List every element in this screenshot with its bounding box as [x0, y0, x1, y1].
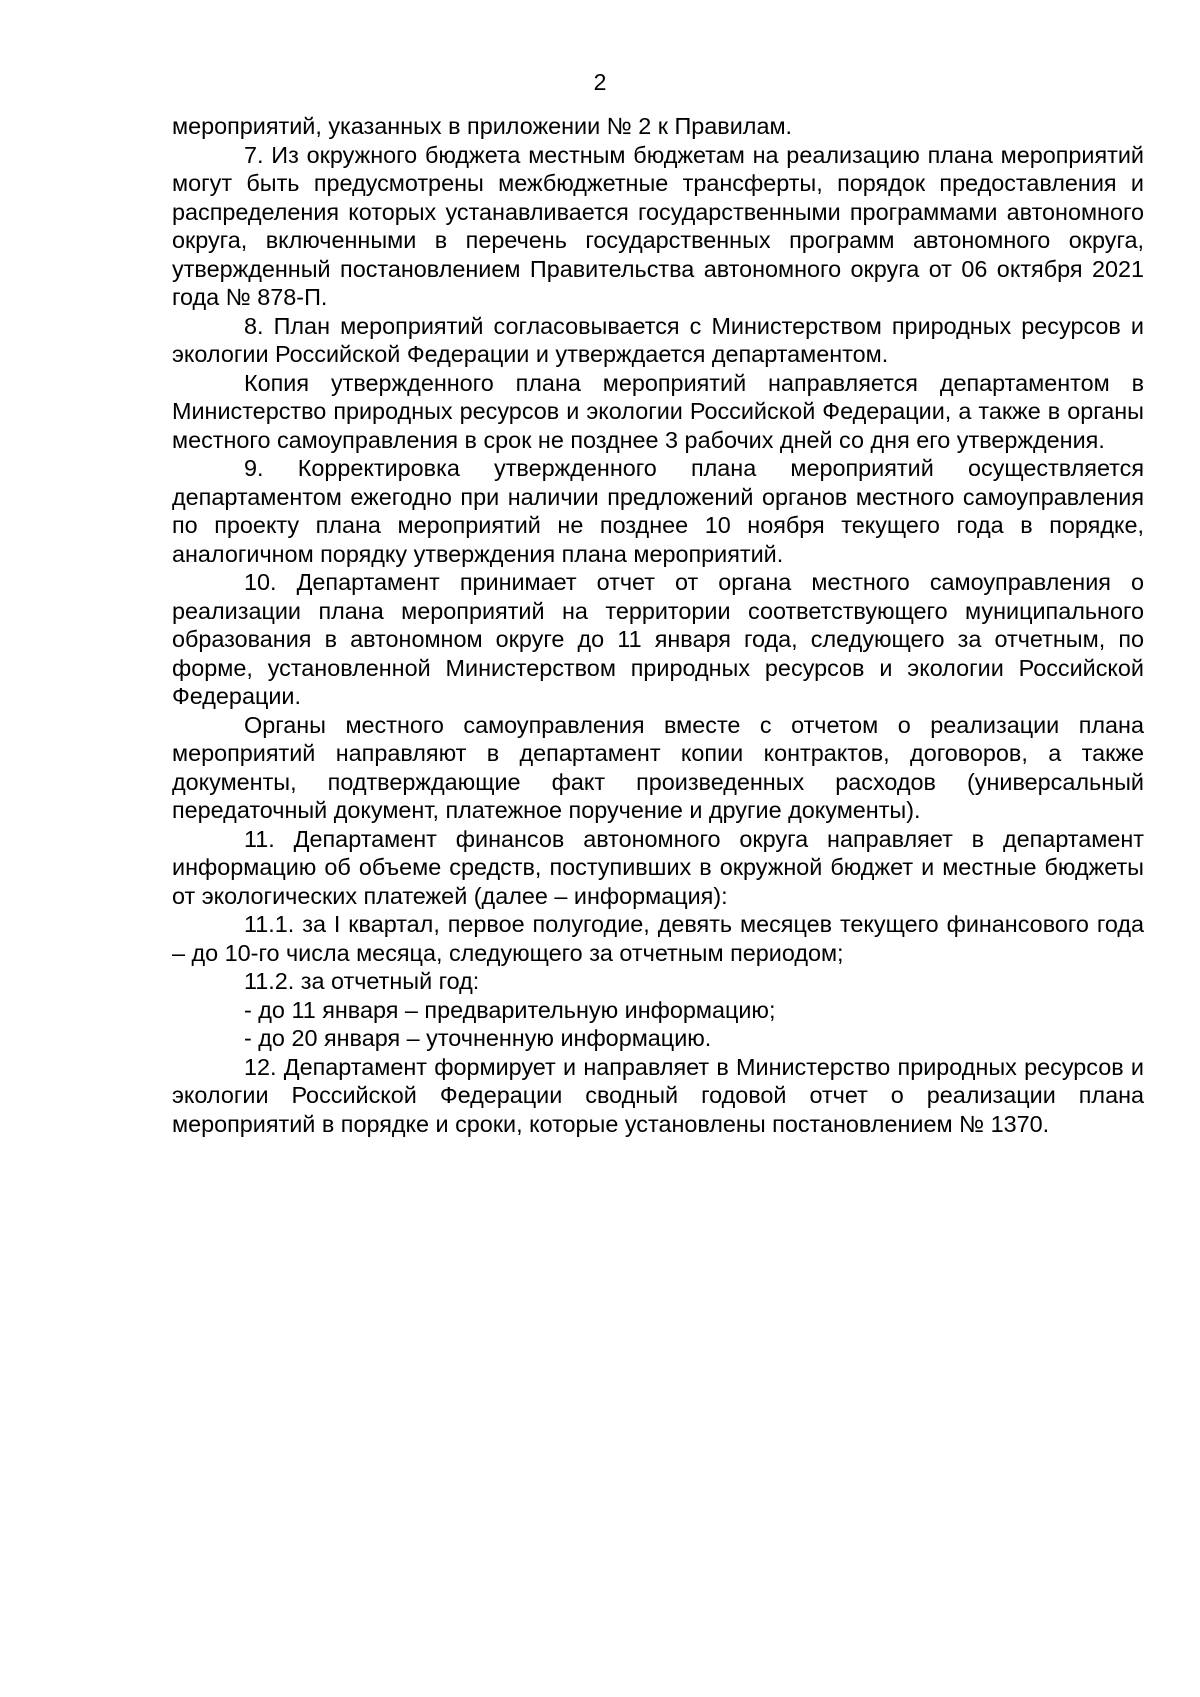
document-body — [172, 112, 1144, 1138]
paragraph-item-10: 10. Департамент принимает отчет от органа местного самоуправления о реализации плана мероприятий на территории соответствующего муниципального образования в автономном округе до 11 января года, следующего за отчетным, по форме, установленной Министерством природных ресурсов и экологии Российской Федерации. — [172, 569, 1144, 709]
paragraph-item-8: 8. План мероприятий согласовывается с Министерством природных ресурсов и экологии Российской Федерации и утверждается департаментом. — [172, 312, 1144, 367]
paragraph-item-9: 9. Корректировка утвержденного плана мероприятий осуществляется департаментом ежегодно при наличии предложений органов местного самоуправления по проекту плана мероприятий не позднее 10 ноября текущего года в порядке, аналогичном порядку утверждения плана мероприятий. — [172, 455, 1144, 567]
paragraph-item-10-organs: Органы местного самоуправления вместе с отчетом о реализации плана мероприятий направляют в департамент копии контрактов, договоров, а также документы, подтверждающие факт произведенных расходов (универсальный передаточный документ, платежное поручение и другие документы). — [172, 711, 1144, 823]
paragraph-item-11-1: 11.1. за I квартал, первое полугодие, девять месяцев текущего финансового года – до 10-го числа месяца, следующего за отчетным периодом; — [172, 911, 1144, 966]
paragraph-item-11: 11. Департамент финансов автономного округа направляет в департамент информацию об объеме средств, поступивших в окружной бюджет и местные бюджеты от экологических платежей (далее – информация): — [172, 825, 1144, 909]
list-item-preliminary: - до 11 января – предварительную информацию; — [244, 996, 776, 1023]
paragraph-item-12: 12. Департамент формирует и направляет в Министерство природных ресурсов и экологии Российской Федерации сводный годовой отчет о реализации плана мероприятий в порядке и сроки, которые установлены постановлением № 1370. — [172, 1053, 1144, 1137]
paragraph-continuation: мероприятий, указанных в приложении № 2 к Правилам. — [172, 113, 793, 139]
paragraph-item-11-2: 11.2. за отчетный год: — [244, 968, 480, 994]
list-item-refined: - до 20 января – уточненную информацию. — [244, 1025, 712, 1051]
paragraph-item-8-copy: Копия утвержденного плана мероприятий направляется департаментом в Министерство природных ресурсов и экологии Российской Федерации, а также в органы местного самоуправления в срок не позднее 3 рабочих дней со дня его утверждения. — [172, 369, 1144, 453]
page-number: 2 — [593, 69, 607, 95]
paragraph-item-7: 7. Из окружного бюджета местным бюджетам на реализацию плана мероприятий могут быть предусмотрены межбюджетные трансферты, порядок предоставления и распределения которых устанавливается государственными программами автономного округа, включенными в перечень государственных программ автономного округа, утвержденный постановлением Правительства автономного округа от 06 октября 2021 года № 878-П. — [172, 141, 1144, 310]
